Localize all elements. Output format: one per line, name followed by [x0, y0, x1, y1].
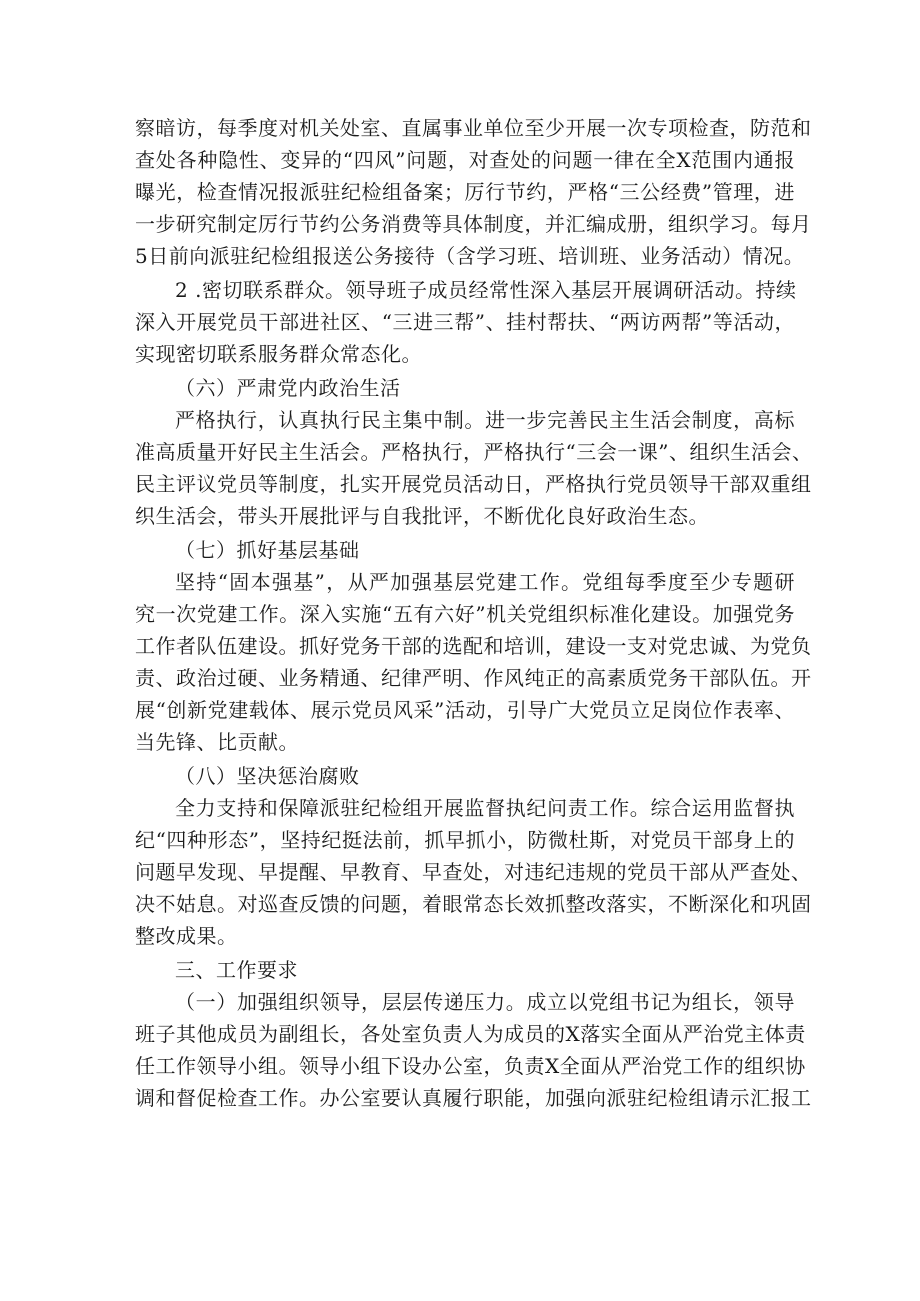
text-line: 调和督促检查工作。办公室要认真履行职能，加强向派驻纪检组请示汇报工 [135, 1086, 812, 1110]
paragraph-grassroots [135, 566, 812, 758]
text-line: 整改成果。 [135, 924, 238, 948]
section-heading-8: （八）坚决惩治腐败 [175, 764, 360, 788]
paragraph-political-life [135, 404, 813, 532]
text-line: 任工作领导小组。领导小组下设办公室，负责X全面从严治党工作的组织协 [135, 1054, 806, 1078]
text-line: 5日前向派驻纪检组报送公务接待（含学习班、培训班、业务活动）情况。 [135, 244, 805, 268]
text-line: 展“创新党建载体、展示党员风采”活动，引导广大党员立足岗位作表率、 [135, 698, 795, 722]
paragraph-anti-corruption [135, 792, 812, 952]
text-line: 察暗访，每季度对机关处室、直属事业单位至少开展一次专项检查，防范和 [135, 116, 812, 140]
paragraph-inspection [135, 112, 812, 272]
section-heading-6: （六）严肃党内政治生活 [175, 376, 401, 400]
text-line: 工作者队伍建设。抓好党务干部的选配和培训，建设一支对党忠诚、为党负 [135, 634, 812, 658]
text-line: 准高质量开好民主生活会。严格执行，严格执行“三会一课”、组织生活会、 [135, 440, 813, 464]
text-line: 民主评议党员等制度，扎实开展党员活动日，严格执行党员领导干部双重组 [135, 472, 812, 496]
text-line: 究一次党建工作。深入实施“五有六好”机关党组织标准化建设。加强党务 [135, 602, 795, 626]
text-line: 全力支持和保障派驻纪检组开展监督执纪问责工作。综合运用监督执 [175, 796, 795, 820]
document-page [135, 112, 813, 1116]
text-line: 责、政治过硬、业务精通、纪律严明、作风纯正的高素质党务干部队伍。开 [135, 666, 812, 690]
paragraph-contact-masses [135, 274, 795, 370]
text-line: 班子其他成员为副组长，各处室负责人为成员的X落实全面从严治党主体责 [135, 1022, 806, 1046]
text-line: 曝光，检查情况报派驻纪检组备案；厉行节约，严格“三公经费”管理，进 [135, 180, 795, 204]
text-line: 织生活会，带头开展批评与自我批评，不断优化良好政治生态。 [135, 504, 709, 528]
section-heading-7: （七）抓好基层基础 [175, 538, 360, 562]
text-line: 纪“四种形态”，坚持纪挺法前，抓早抓小，防微杜斯，对党员干部身上的 [135, 828, 795, 852]
text-line: 一步研究制定厉行节约公务消费等具体制度，并汇编成册，组织学习。每月 [135, 212, 812, 236]
text-line: 决不姑息。对巡查反馈的问题，着眼常态长效抓整改落实，不断深化和巩固 [135, 892, 812, 916]
text-line: 坚持“固本强基”，从严加强基层党建工作。党组每季度至少专题研 [175, 570, 795, 594]
paragraph-work-requirements [135, 986, 812, 1114]
text-line: 严格执行，认真执行民主集中制。进一步完善民主生活会制度，高标 [175, 408, 795, 432]
text-line: 当先锋、比贡献。 [135, 730, 299, 754]
text-line: 实现密切联系服务群众常态化。 [135, 342, 422, 366]
text-line: 2 .密切联系群众。领导班子成员经常性深入基层开展调研活动。持续 [175, 278, 797, 302]
text-line: 问题早发现、早提醒、早教育、早查处，对违纪违规的党员干部从严查处、 [135, 860, 812, 884]
text-line: 查处各种隐性、变异的“四风”问题，对查处的问题一律在全X范围内通报 [135, 148, 795, 172]
text-line: （一）加强组织领导，层层传递压力。成立以党组书记为组长，领导 [175, 990, 795, 1014]
section-heading-3: 三、工作要求 [175, 958, 298, 982]
text-line: 深入开展党员干部进社区、“三进三帮”、挂村帮扶、“两访两帮”等活动， [135, 310, 795, 334]
